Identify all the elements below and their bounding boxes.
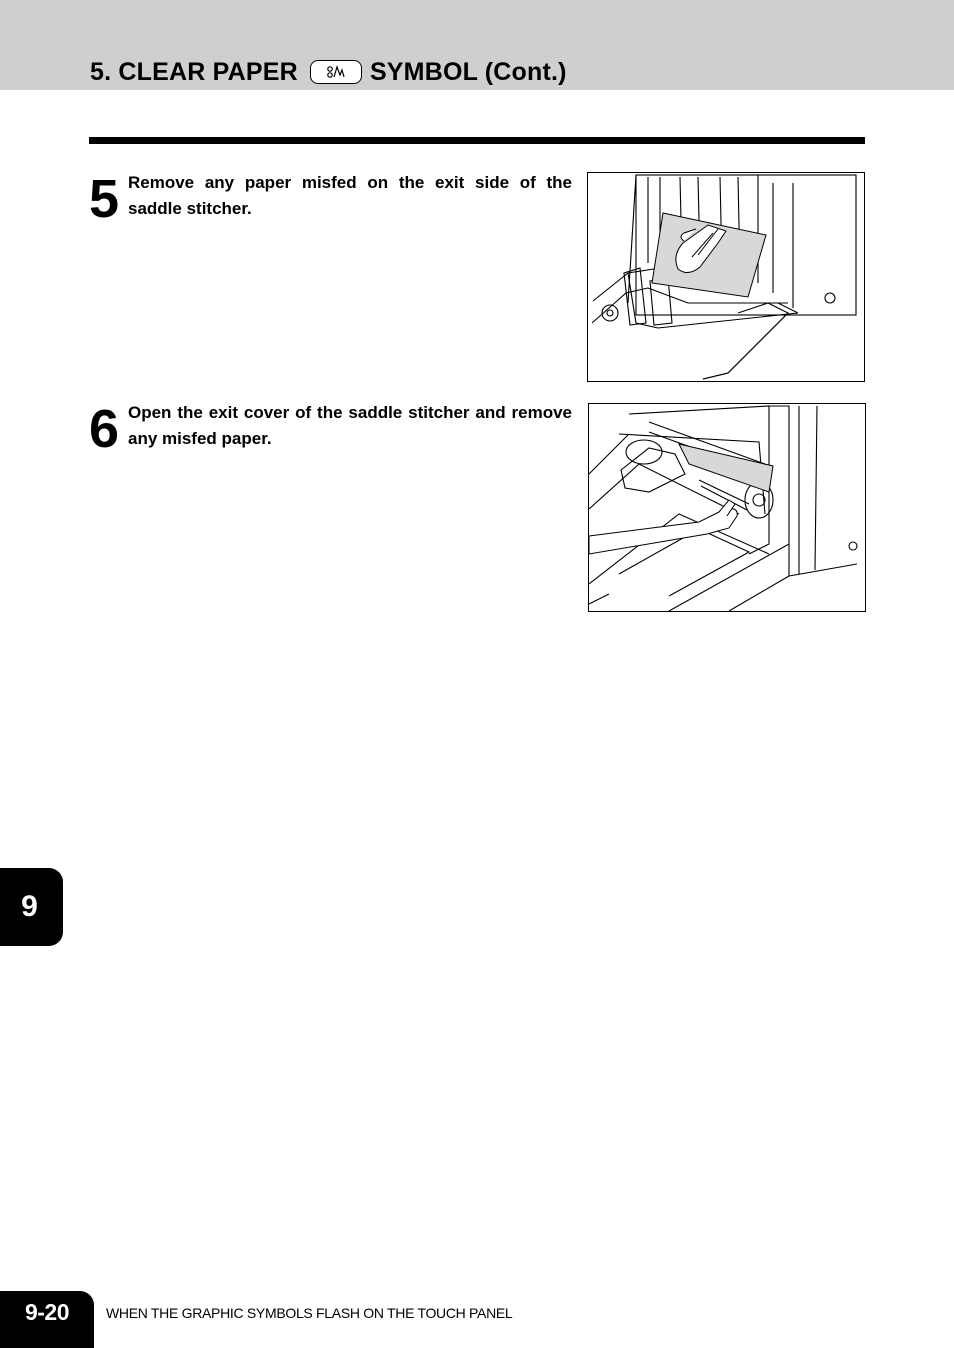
footer-section-text: WHEN THE GRAPHIC SYMBOLS FLASH ON THE TOUCH PANEL [106,1305,513,1321]
paper-jam-icon [310,60,362,84]
section-title-suffix: SYMBOL (Cont.) [369,57,567,86]
step-5-text: Remove any paper misfed on the exit side of the saddle stitcher. [128,173,572,218]
step-5-number: 5 [89,169,118,229]
saddle-stitcher-open-cover-illustration [588,403,866,612]
step-6-text: Open the exit cover of the saddle stitcher and remove any misfed paper. [128,403,572,448]
page-number: 9-20 [0,1291,94,1348]
section-title-prefix: 5. CLEAR PAPER [90,57,298,86]
step-6-number: 6 [89,399,118,459]
saddle-stitcher-exit-illustration [587,172,865,382]
section-title [90,56,567,88]
chapter-tab: 9 [0,868,63,946]
section-rule [89,137,865,144]
